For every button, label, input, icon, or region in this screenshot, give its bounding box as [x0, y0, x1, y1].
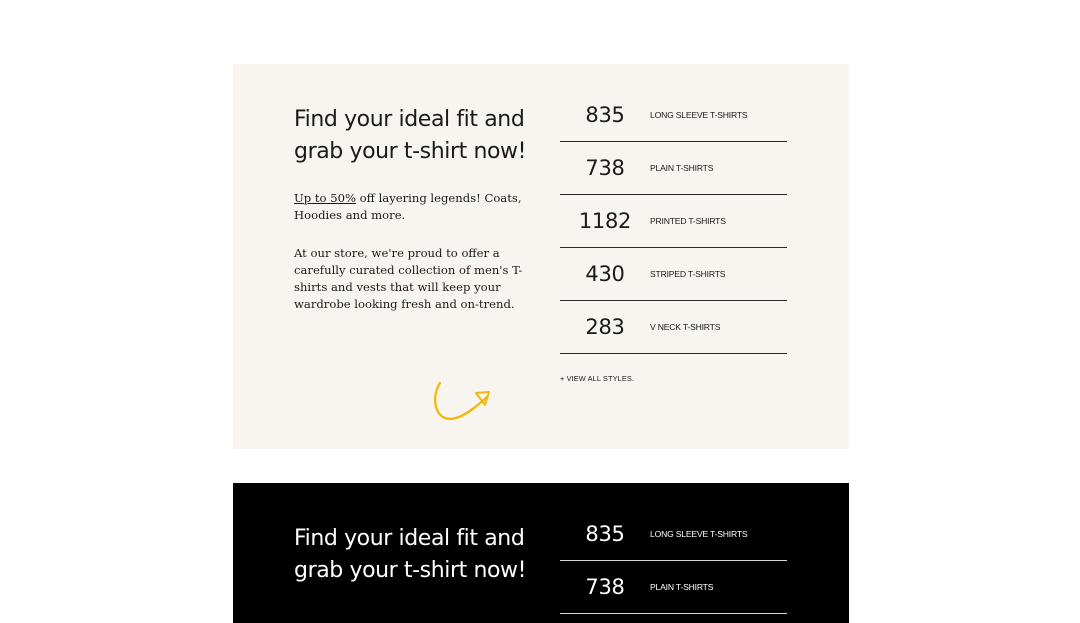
- store-description: At our store, we're proud to offer a carefully curated collection of men's T-shirts and vests that will keep your wardrobe looking fresh and on-trend.: [294, 246, 523, 311]
- promo-discount-link[interactable]: Up to 50%: [294, 191, 356, 205]
- category-count: 738: [585, 575, 625, 599]
- promo-rest-text: off layering legends! Coats, Hoodies and more.: [294, 191, 522, 222]
- category-row[interactable]: [560, 142, 787, 195]
- category-label: LONG SLEEVE T-SHIRTS: [650, 529, 748, 539]
- dark-promo-section: [233, 483, 849, 623]
- category-row[interactable]: [560, 301, 787, 354]
- category-row[interactable]: [560, 561, 787, 614]
- category-stats-list: [560, 508, 787, 614]
- category-count: 430: [585, 262, 625, 286]
- section-heading: Find your ideal fit and grab your t-shirt now!: [294, 107, 527, 164]
- light-promo-section: [233, 64, 849, 449]
- category-label: PLAIN T-SHIRTS: [650, 582, 714, 592]
- category-count: 738: [585, 156, 625, 180]
- category-row[interactable]: [560, 195, 787, 248]
- category-row[interactable]: [560, 89, 787, 142]
- category-count: 283: [585, 315, 625, 339]
- category-label: PRINTED T-SHIRTS: [650, 216, 726, 226]
- section-heading: Find your ideal fit and grab your t-shirt now!: [294, 526, 527, 583]
- category-stats-list: [560, 89, 787, 354]
- category-count: 835: [585, 522, 625, 546]
- category-label: LONG SLEEVE T-SHIRTS: [650, 110, 748, 120]
- category-count: 835: [585, 103, 625, 127]
- category-label: PLAIN T-SHIRTS: [650, 163, 714, 173]
- category-label: V NECK T-SHIRTS: [650, 322, 721, 332]
- category-label: STRIPED T-SHIRTS: [650, 269, 726, 279]
- promo-text: [294, 190, 524, 224]
- curved-arrow-icon: [431, 380, 495, 424]
- view-all-styles-link[interactable]: + VIEW ALL STYLES.: [560, 374, 635, 383]
- category-count: 1182: [578, 209, 632, 233]
- category-row[interactable]: [560, 248, 787, 301]
- category-row[interactable]: [560, 508, 787, 561]
